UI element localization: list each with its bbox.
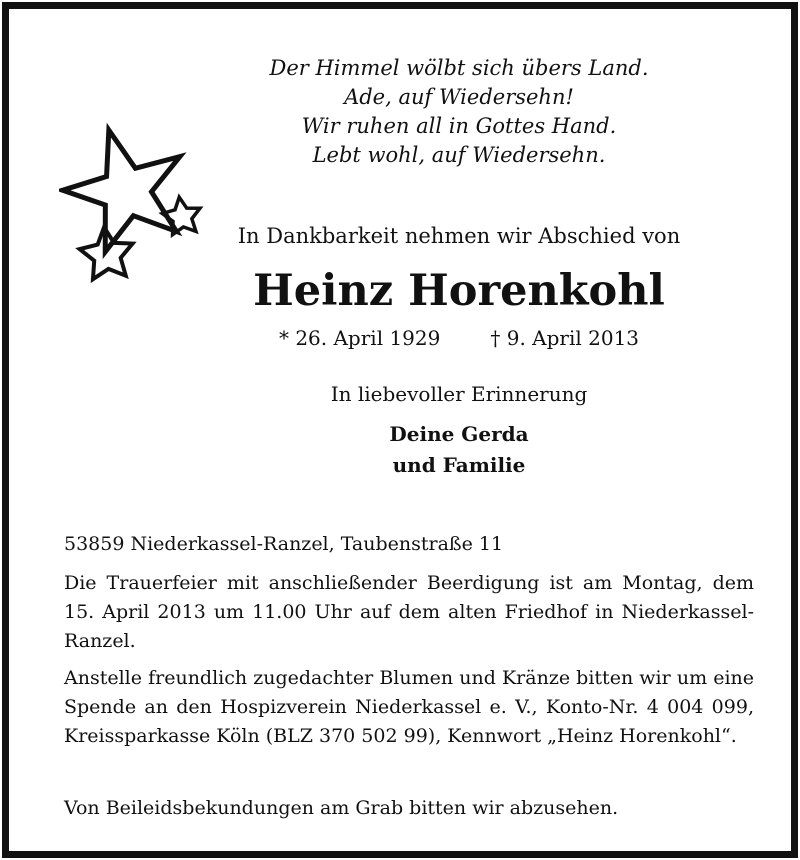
obituary-notice: [2, 2, 798, 858]
condolence-paragraph: Von Beileidsbekundungen am Grab bitten wir abzusehen.: [64, 797, 619, 819]
memory-line: In liebevoller Erinnerung: [330, 382, 588, 406]
donation-paragraph: Anstelle freundlich zugedachter Blumen und Kränze bitten wir um eine Spende an den Hospizverein Niederkassel e. V., Konto-Nr. 4 004 099, Kreissparkasse Köln (BLZ 370 502 99), Kennwort „Heinz Horenkohl“.: [64, 667, 754, 747]
star-outline-icon: [59, 117, 199, 258]
family-signature: [209, 419, 709, 481]
farewell-intro: In Dankbarkeit nehmen wir Abschied von: [237, 224, 681, 248]
address-line: 53859 Niederkassel-Ranzel, Taubenstraße 11: [64, 533, 504, 555]
family-line: Deine Gerda: [389, 422, 529, 446]
poem-line: Ade, auf Wiedersehn!: [344, 85, 574, 109]
family-line: und Familie: [392, 453, 526, 477]
poem: [209, 54, 709, 170]
birth-date: * 26. April 1929: [278, 326, 441, 350]
life-dates: [209, 323, 709, 353]
funeral-details-paragraph: Die Trauerfeier mit anschließender Beerdigung ist am Montag, dem 15. April 2013 um 11.00 Uhr auf dem alten Friedhof in Niederkassel-Ranzel.: [64, 572, 754, 652]
deceased-name: Heinz Horenkohl: [253, 266, 665, 316]
poem-line: Wir ruhen all in Gottes Hand.: [301, 114, 617, 138]
poem-line: Der Himmel wölbt sich übers Land.: [269, 56, 649, 80]
death-date: † 9. April 2013: [490, 326, 640, 350]
poem-line: Lebt wohl, auf Wiedersehn.: [312, 143, 606, 167]
